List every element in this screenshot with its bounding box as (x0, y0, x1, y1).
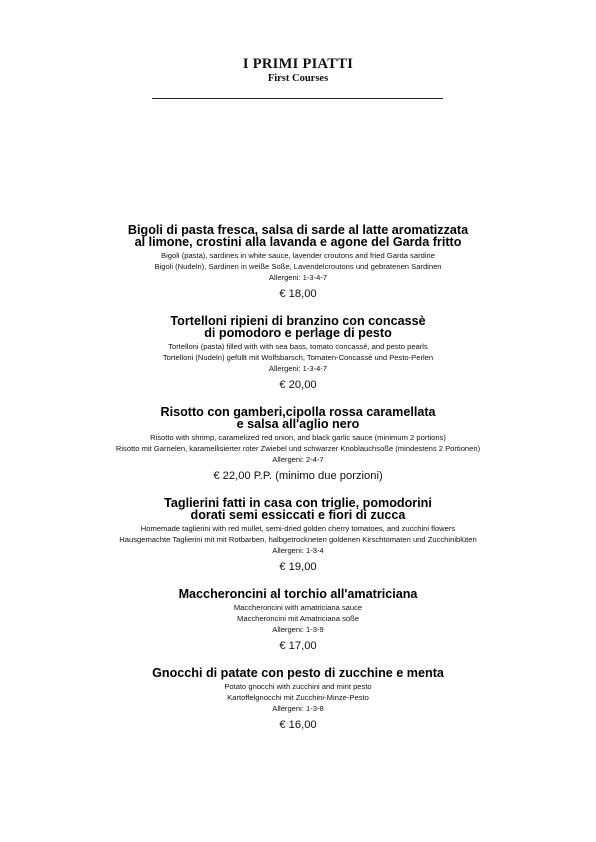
dish-item (0, 667, 596, 732)
dish-name (0, 406, 596, 430)
dish-allergens: Allergeni: 1-3-4 (272, 546, 324, 555)
dish-description-de: Kartoffelgnocchi mit Zucchini-Minze-Pesto (227, 693, 369, 702)
dish-description-en: Risotto with shrimp, caramelized red onion, and black garlic sauce (minimum 2 portions) (150, 433, 446, 442)
dish-allergens: Allergeni: 1-3-9 (272, 625, 324, 634)
dish-name-line: dorati semi essiccati e fiori di zucca (190, 508, 406, 522)
dish-name-line: al limone, crostini alla lavanda e agone del Garda fritto (134, 235, 462, 249)
dish-description-en: Maccheroncini with amatriciana sauce (233, 603, 363, 612)
dish-price: € 17,00 (279, 640, 317, 652)
dish-description-en: Potato gnocchi with zucchini and mint pesto (224, 682, 372, 691)
dish-allergens: Allergeni: 1-3-4-7 (268, 364, 328, 373)
dish-name (0, 315, 596, 339)
dish-name-line: Tortelloni ripieni di branzino con concassè (170, 314, 426, 328)
dish-name (0, 497, 596, 521)
dish-price: € 20,00 (279, 379, 317, 391)
dish-description-en: Bigoli (pasta), sardines in white sauce, lavender croutons and fried Garda sardine (161, 251, 435, 260)
dish-description-de: Hausgemachte Taglierini mit mit Rotbarben, halbgetrockneten goldenen Kirschtomaten und Zucchiniblüten (119, 535, 477, 544)
section-subtitle: First Courses (267, 73, 329, 84)
dish-price: € 22,00 P.P. (minimo due porzioni) (213, 470, 383, 482)
dish-description-de: Risotto mit Garnelen, karamellisierter roter Zwiebel und schwarzer Knoblauchsoße (mindestens 2 Portionen) (115, 444, 481, 453)
dish-name-line: Gnocchi di patate con pesto di zucchine e menta (152, 666, 444, 680)
dish-name-line: Bigoli di pasta fresca, salsa di sarde al latte aromatizzata (127, 223, 469, 237)
dish-name-line: Maccheroncini al torchio all'amatriciana (178, 587, 418, 601)
dish-name-line: Taglierini fatti in casa con triglie, pomodorini (164, 496, 432, 510)
dish-description-de: Bigoli (Nudeln), Sardinen in weiße Soße, Lavendelcroutons und gebratenen Sardinen (154, 262, 442, 271)
header-divider (152, 98, 443, 99)
dish-allergens: Allergeni: 1-3-8 (272, 704, 324, 713)
dish-name-line: e salsa all'aglio nero (236, 417, 360, 431)
dish-name (0, 588, 596, 600)
dish-allergens: Allergeni: 2-4-7 (272, 455, 324, 464)
dish-name-line: Risotto con gamberi,cipolla rossa caramellata (160, 405, 436, 419)
dish-price: € 16,00 (279, 719, 317, 731)
dish-item (0, 315, 596, 392)
dish-list (0, 224, 596, 746)
dish-description-de: Tortelloni (Nudeln) gefüllt mit Wolfsbarsch, Tomaten-Concassé und Pesto-Perlen (162, 353, 434, 362)
dish-allergens: Allergeni: 1-3-4-7 (268, 273, 328, 282)
dish-item (0, 406, 596, 483)
dish-price: € 18,00 (279, 288, 317, 300)
section-header (0, 56, 596, 86)
dish-name (0, 667, 596, 679)
dish-item (0, 224, 596, 301)
dish-item (0, 497, 596, 574)
dish-price: € 19,00 (279, 561, 317, 573)
dish-name (0, 224, 596, 248)
dish-name-line: di pomodoro e perlage di pesto (204, 326, 392, 340)
dish-description-en: Homemade taglierini with red mullet, semi-dried golden cherry tomatoes, and zucchini flowers (140, 524, 456, 533)
dish-description-en: Tortelloni (pasta) filled with with sea bass, tomato concassé, and pesto pearls (168, 342, 428, 351)
dish-item (0, 588, 596, 653)
dish-description-de: Maccheroncini mit Amatriciana soße (237, 614, 359, 623)
section-title: I PRIMI PIATTI (242, 56, 354, 72)
